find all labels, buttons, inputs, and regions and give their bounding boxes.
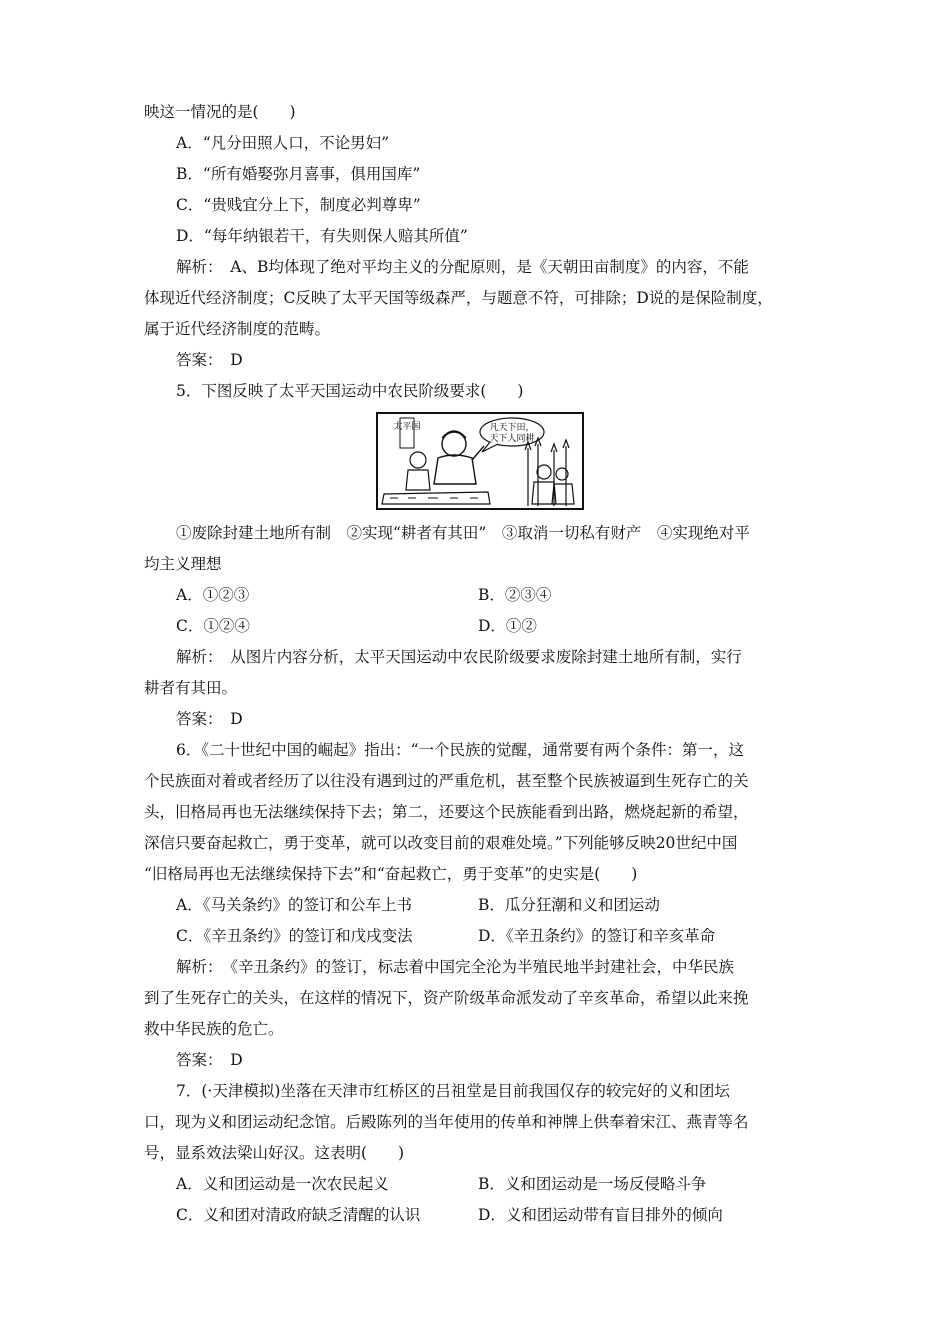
- q6-stem-line: “旧格局再也无法继续保持下去”和“奋起救亡，勇于变革”的史实是( ): [144, 865, 638, 883]
- q5-stem: 5．下图反映了太平天国运动中农民阶级要求( ): [176, 382, 524, 400]
- q6-option-c: C．《辛丑条约》的签订和戊戌变法: [176, 927, 413, 945]
- q7-option-b: B．义和团运动是一场反侵略斗争: [478, 1175, 707, 1193]
- q5-statements-line: ①废除封建土地所有制 ②实现“耕者有其田” ③取消一切私有财产 ④实现绝对平: [176, 524, 750, 542]
- q4-answer: 答案： D: [176, 351, 243, 369]
- q4-option-d: D．“每年纳银若干，有失则保人赔其所值”: [176, 227, 468, 245]
- q7-option-c: C．义和团对清政府缺乏清醒的认识: [176, 1206, 421, 1224]
- q4-option-b: B．“所有婚娶弥月喜事，俱用国库”: [176, 165, 421, 183]
- q5-analysis-line: 耕者有其田。: [144, 679, 238, 697]
- cartoon-bubble-line1: 凡天下田，: [489, 423, 535, 433]
- q5-option-b: B．②③④: [478, 586, 552, 604]
- cartoon-banner: 太平国: [393, 422, 421, 432]
- taiping-cartoon: [376, 412, 584, 510]
- q6-answer: 答案： D: [176, 1051, 243, 1069]
- q6-option-d: D．《辛丑条约》的签订和辛亥革命: [478, 927, 716, 945]
- q4-analysis-line: 解析： A、B均体现了绝对平均主义的分配原则，是《天朝田亩制度》的内容，不能: [176, 258, 749, 276]
- q4-option-c: C．“贵贱宜分上下，制度必判尊卑”: [176, 196, 421, 214]
- q5-option-d: D．①②: [478, 617, 537, 635]
- q5-option-c: C．①②④: [176, 617, 250, 635]
- q5-statements-line: 均主义理想: [144, 555, 222, 573]
- q4-analysis-line: 属于近代经济制度的范畴。: [144, 320, 331, 338]
- q6-analysis-line: 救中华民族的危亡。: [144, 1020, 284, 1038]
- q5-option-a: A．①②③: [176, 586, 250, 604]
- q5-answer: 答案： D: [176, 710, 243, 728]
- q6-stem-line: 头，旧格局再也无法继续保持下去；第二，还要这个民族能看到出路，燃烧起新的希望，: [144, 803, 749, 821]
- q7-stem-line: 口，现为义和团运动纪念馆。后殿陈列的当年使用的传单和神牌上供奉着宋江、燕青等名: [144, 1113, 749, 1131]
- q7-stem-line: 7．(·天津模拟)坐落在天津市红桥区的吕祖堂是目前我国仅存的较完好的义和团坛: [176, 1082, 730, 1100]
- q6-stem-line: 个民族面对着或者经历了以往没有遇到过的严重危机，甚至整个民族被逼到生死存亡的关: [144, 772, 749, 790]
- q6-stem-line: 6．《二十世纪中国的崛起》指出：“一个民族的觉醒，通常要有两个条件：第一，这: [176, 741, 745, 759]
- q6-analysis-line: 解析： 《辛丑条约》的签订，标志着中国完全沦为半殖民地半封建社会，中华民族: [176, 958, 735, 976]
- q6-option-a: A．《马关条约》的签订和公车上书: [176, 896, 412, 914]
- q4-stem-tail: 映这一情况的是( ): [144, 103, 296, 121]
- q7-stem-line: 号，显系效法梁山好汉。这表明( ): [144, 1144, 405, 1162]
- q6-option-b: B．瓜分狂潮和义和团运动: [478, 896, 660, 914]
- q6-analysis-line: 到了生死存亡的关头，在这样的情况下，资产阶级革命派发动了辛亥革命，希望以此来挽: [144, 989, 749, 1007]
- q6-stem-line: 深信只要奋起救亡，勇于变革，就可以改变目前的艰难处境。”下列能够反映20世纪中国: [144, 834, 738, 852]
- q7-option-d: D．义和团运动带有盲目排外的倾向: [478, 1206, 723, 1224]
- q7-option-a: A．义和团运动是一次农民起义: [176, 1175, 389, 1193]
- cartoon-bubble-line2: 天下人同耕: [489, 434, 535, 444]
- cartoon-illustration: [378, 414, 582, 508]
- q5-analysis-line: 解析： 从图片内容分析，太平天国运动中农民阶级要求废除封建土地所有制，实行: [176, 648, 742, 666]
- q4-option-a: A．“凡分田照人口，不论男妇”: [176, 134, 390, 152]
- q4-analysis-line: 体现近代经济制度；C反映了太平天国等级森严，与题意不符，可排除；D说的是保险制度，: [144, 289, 773, 307]
